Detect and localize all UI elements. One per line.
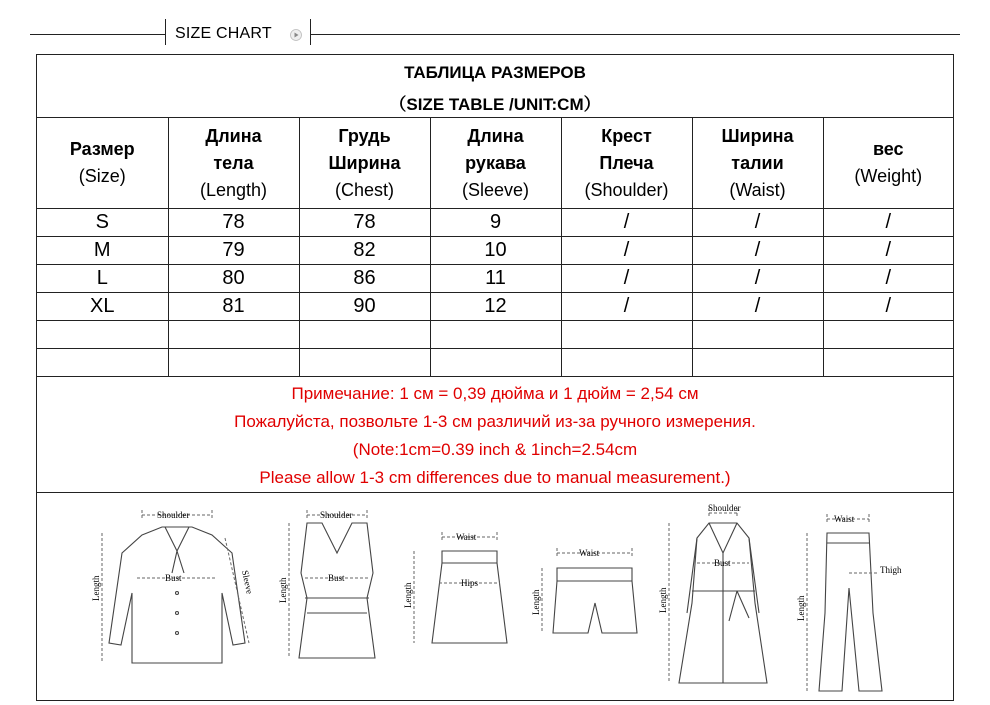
label-bust-5: Bust bbox=[714, 558, 731, 568]
col-header-sleeve: Длина рукава (Sleeve) bbox=[430, 118, 561, 209]
measurement-cell bbox=[168, 321, 299, 349]
table-row bbox=[37, 209, 953, 237]
col-header-weight: вес (Weight) bbox=[823, 118, 953, 209]
header-divider-left bbox=[165, 19, 166, 45]
size-cell: XL bbox=[37, 293, 168, 321]
measurement-cell: / bbox=[561, 265, 692, 293]
pants-diagram bbox=[796, 514, 902, 691]
table-row bbox=[37, 237, 953, 265]
measurement-cell: / bbox=[823, 265, 953, 293]
measurement-cell: / bbox=[692, 209, 823, 237]
table-row bbox=[37, 349, 953, 377]
header-rule-left bbox=[30, 34, 165, 35]
measurement-note bbox=[37, 377, 953, 493]
measurement-cell: 86 bbox=[299, 265, 430, 293]
measurement-cell: 10 bbox=[430, 237, 561, 265]
measurement-cell: / bbox=[692, 237, 823, 265]
label-length-6: Length bbox=[796, 595, 806, 621]
measurement-cell bbox=[299, 349, 430, 377]
measurement-cell bbox=[561, 349, 692, 377]
measurement-cell: / bbox=[561, 209, 692, 237]
size-cell bbox=[37, 349, 168, 377]
measurement-cell: 11 bbox=[430, 265, 561, 293]
measurement-cell: 12 bbox=[430, 293, 561, 321]
label-length-2: Length bbox=[278, 577, 288, 603]
table-row bbox=[37, 265, 953, 293]
table-header-row bbox=[37, 118, 953, 209]
play-arrow-icon bbox=[290, 29, 302, 41]
measurement-cell: / bbox=[823, 237, 953, 265]
tank-top-diagram bbox=[278, 510, 375, 658]
size-cell bbox=[37, 321, 168, 349]
measurement-diagrams bbox=[37, 493, 953, 700]
label-length-1: Length bbox=[91, 575, 101, 601]
skirt-diagram bbox=[403, 532, 507, 643]
measurement-cell: 78 bbox=[168, 209, 299, 237]
col-header-chest: Грудь Ширина (Chest) bbox=[299, 118, 430, 209]
label-thigh-6: Thigh bbox=[880, 565, 902, 575]
col-header-size: Размер (Size) bbox=[37, 118, 168, 209]
garment-diagrams bbox=[37, 493, 953, 700]
table-body bbox=[37, 209, 953, 377]
col-header-shoulder: Крест Плеча (Shoulder) bbox=[561, 118, 692, 209]
note-line-en-2: Please allow 1-3 cm differences due to manual measurement.) bbox=[259, 468, 731, 487]
shorts-diagram bbox=[531, 548, 637, 633]
table-row bbox=[37, 293, 953, 321]
measurement-cell bbox=[168, 349, 299, 377]
table-row bbox=[37, 321, 953, 349]
measurement-cell: 81 bbox=[168, 293, 299, 321]
note-line-ru-1: Примечание: 1 см = 0,39 дюйма и 1 дюйм = 2,54 см bbox=[291, 384, 699, 403]
size-cell: L bbox=[37, 265, 168, 293]
label-hips-3: Hips bbox=[461, 578, 479, 588]
header-divider-right bbox=[310, 19, 311, 45]
measurement-cell bbox=[561, 321, 692, 349]
measurement-cell bbox=[299, 321, 430, 349]
measurement-cell bbox=[692, 349, 823, 377]
measurement-cell: 78 bbox=[299, 209, 430, 237]
measurement-cell: / bbox=[823, 293, 953, 321]
coat-diagram bbox=[658, 503, 767, 683]
measurement-cell: / bbox=[823, 209, 953, 237]
label-waist-6: Waist bbox=[834, 514, 855, 524]
label-shoulder-5: Shoulder bbox=[708, 503, 741, 513]
label-shoulder-1: Shoulder bbox=[157, 510, 190, 520]
col-header-waist: Ширина талии (Waist) bbox=[692, 118, 823, 209]
size-table bbox=[37, 118, 953, 377]
label-length-5: Length bbox=[658, 587, 668, 613]
size-cell: M bbox=[37, 237, 168, 265]
header-rule-right bbox=[311, 34, 960, 35]
measurement-cell: 80 bbox=[168, 265, 299, 293]
table-title-block bbox=[37, 55, 953, 118]
label-waist-4: Waist bbox=[579, 548, 600, 558]
measurement-cell bbox=[430, 321, 561, 349]
size-chart-heading: SIZE CHART bbox=[175, 25, 272, 42]
label-length-3: Length bbox=[403, 582, 413, 608]
measurement-cell bbox=[692, 321, 823, 349]
measurement-cell: / bbox=[561, 293, 692, 321]
blouse-diagram bbox=[91, 510, 255, 663]
table-title-en: （SIZE TABLE /UNIT:CM） bbox=[389, 95, 601, 114]
label-length-4: Length bbox=[531, 589, 541, 615]
size-cell: S bbox=[37, 209, 168, 237]
label-sleeve-1: Sleeve bbox=[240, 569, 255, 595]
col-header-length: Длина тела (Length) bbox=[168, 118, 299, 209]
label-bust-2: Bust bbox=[328, 573, 345, 583]
measurement-cell bbox=[430, 349, 561, 377]
measurement-cell bbox=[823, 349, 953, 377]
label-shoulder-2: Shoulder bbox=[320, 510, 353, 520]
measurement-cell bbox=[823, 321, 953, 349]
measurement-cell: / bbox=[561, 237, 692, 265]
measurement-cell: 82 bbox=[299, 237, 430, 265]
size-chart-frame bbox=[36, 54, 954, 701]
label-bust-1: Bust bbox=[165, 573, 182, 583]
measurement-cell: 79 bbox=[168, 237, 299, 265]
measurement-cell: / bbox=[692, 265, 823, 293]
measurement-cell: 9 bbox=[430, 209, 561, 237]
label-waist-3: Waist bbox=[456, 532, 477, 542]
table-title-ru: ТАБЛИЦА РАЗМЕРОВ bbox=[404, 63, 586, 82]
note-line-ru-2: Пожалуйста, позвольте 1-3 см различий из-за ручного измерения. bbox=[234, 412, 756, 431]
measurement-cell: 90 bbox=[299, 293, 430, 321]
measurement-cell: / bbox=[692, 293, 823, 321]
note-line-en-1: (Note:1cm=0.39 inch & 1inch=2.54cm bbox=[352, 440, 638, 459]
